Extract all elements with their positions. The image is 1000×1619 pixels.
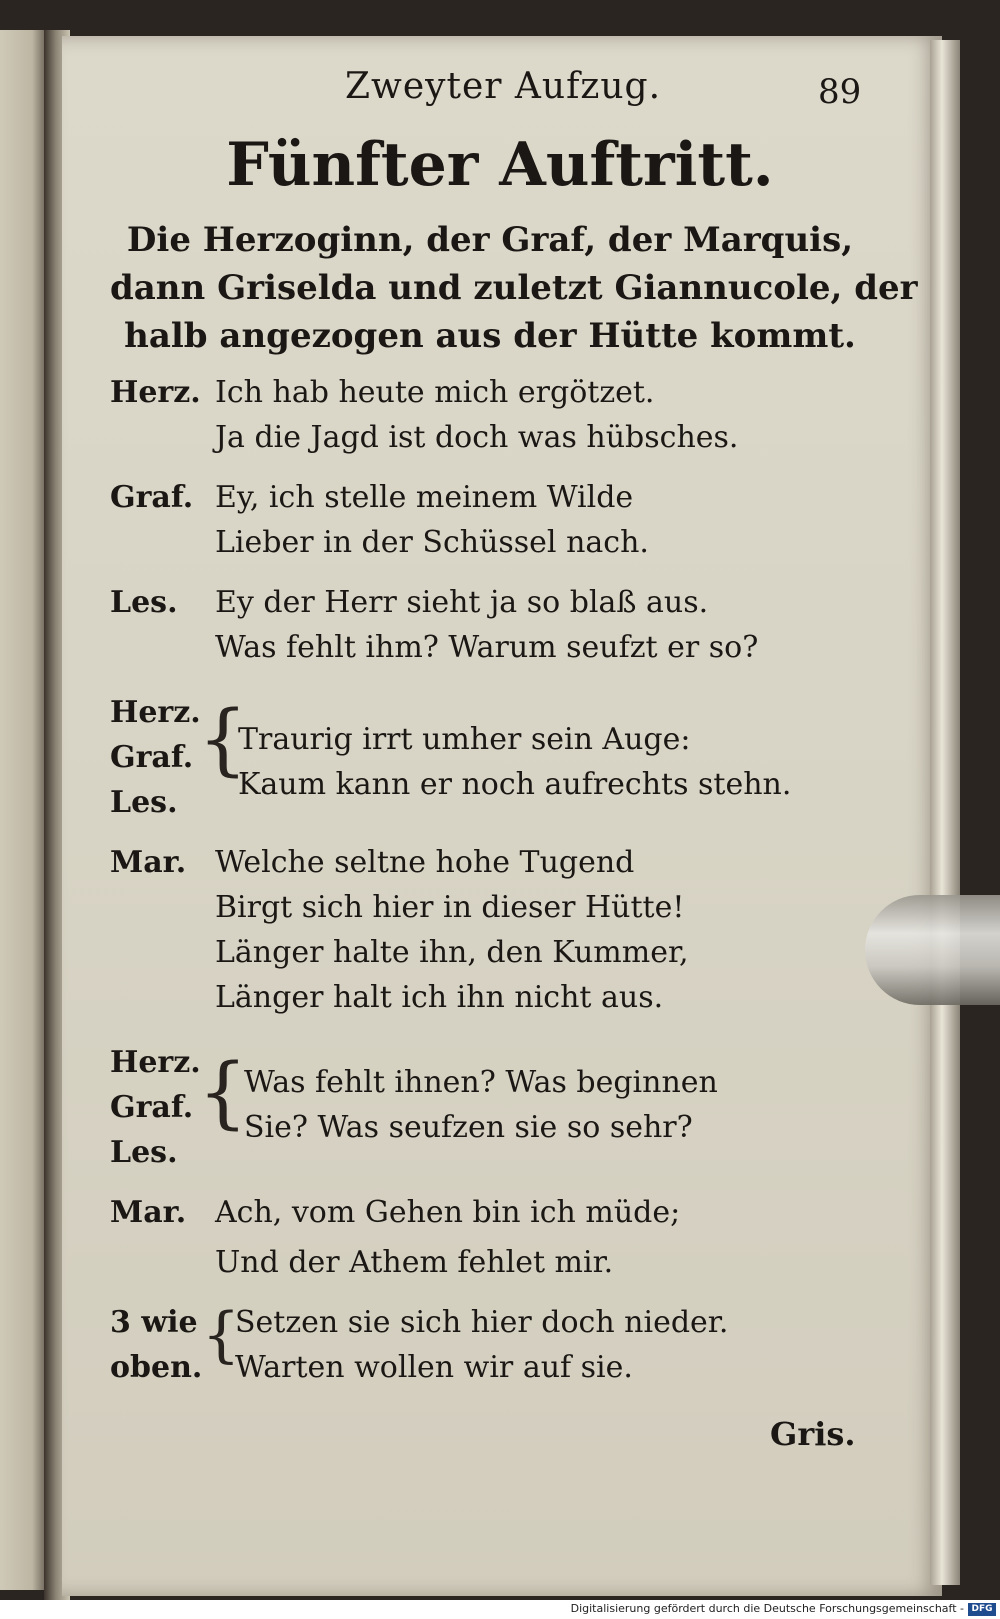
funding-credit: Digitalisierung gefördert durch die Deutsche Forschungsgemeinschaft -: [570, 1602, 964, 1615]
verse-line: Ach, vom Gehen bin ich müde;: [215, 1195, 681, 1230]
speaker-label: Graf.: [110, 480, 194, 515]
speaker-label: Herz.: [110, 375, 201, 410]
running-head: Zweyter Aufzug.: [345, 66, 662, 107]
facing-page-edge: [0, 30, 46, 1590]
cast-line: halb angezogen aus der Hütte kommt.: [124, 316, 856, 356]
verse-line: Und der Athem fehlet mir.: [215, 1245, 614, 1280]
page-clip: [865, 895, 1000, 1005]
verse-line: Lieber in der Schüssel nach.: [215, 525, 649, 560]
cast-line: dann Griselda und zuletzt Giannucole, der: [110, 268, 918, 308]
brace-mark: {: [198, 1048, 248, 1138]
verse-line: Länger halt ich ihn nicht aus.: [215, 980, 664, 1015]
page-stack-edge: [930, 40, 960, 1585]
verse-line: Welche seltne hohe Tugend: [215, 845, 635, 880]
verse-line: Birgt sich hier in dieser Hütte!: [215, 890, 685, 925]
verse-line: Ey der Herr sieht ja so blaß aus.: [215, 585, 709, 620]
brace-mark: {: [198, 695, 248, 785]
verse-line: Länger halte ihn, den Kummer,: [215, 935, 689, 970]
verse-line: Warten wollen wir auf sie.: [235, 1350, 633, 1385]
speaker-label: Les.: [110, 1135, 178, 1170]
verse-line: Ich hab heute mich ergötzet.: [215, 375, 655, 410]
catchword: Gris.: [770, 1415, 856, 1453]
speaker-label: Herz.: [110, 1045, 201, 1080]
dfg-logo: DFG: [968, 1603, 996, 1616]
page-number: 89: [818, 72, 862, 112]
speaker-label: Les.: [110, 585, 178, 620]
verse-line: Sie? Was seufzen sie so sehr?: [244, 1110, 693, 1145]
verse-line: Setzen sie sich hier doch nieder.: [235, 1305, 729, 1340]
verse-line: Was fehlt ihnen? Was beginnen: [244, 1065, 718, 1100]
verse-line: Kaum kann er noch aufrechts stehn.: [238, 767, 792, 802]
speaker-label: oben.: [110, 1350, 203, 1385]
speaker-label: Mar.: [110, 1195, 187, 1230]
verse-line: Traurig irrt umher sein Auge:: [238, 722, 691, 757]
speaker-label: 3 wie: [110, 1305, 198, 1340]
verse-line: Ja die Jagd ist doch was hübsches.: [215, 420, 739, 455]
speaker-label: Herz.: [110, 695, 201, 730]
verse-line: Was fehlt ihm? Warum seufzt er so?: [215, 630, 759, 665]
brace-mark: {: [202, 1300, 241, 1370]
speaker-label: Mar.: [110, 845, 187, 880]
cast-line: Die Herzoginn, der Graf, der Marquis,: [126, 220, 854, 260]
speaker-label: Graf.: [110, 740, 194, 775]
scene-title: Fünfter Auftritt.: [226, 130, 774, 200]
verse-line: Ey, ich stelle meinem Wilde: [215, 480, 634, 515]
speaker-label: Les.: [110, 785, 178, 820]
speaker-label: Graf.: [110, 1090, 194, 1125]
